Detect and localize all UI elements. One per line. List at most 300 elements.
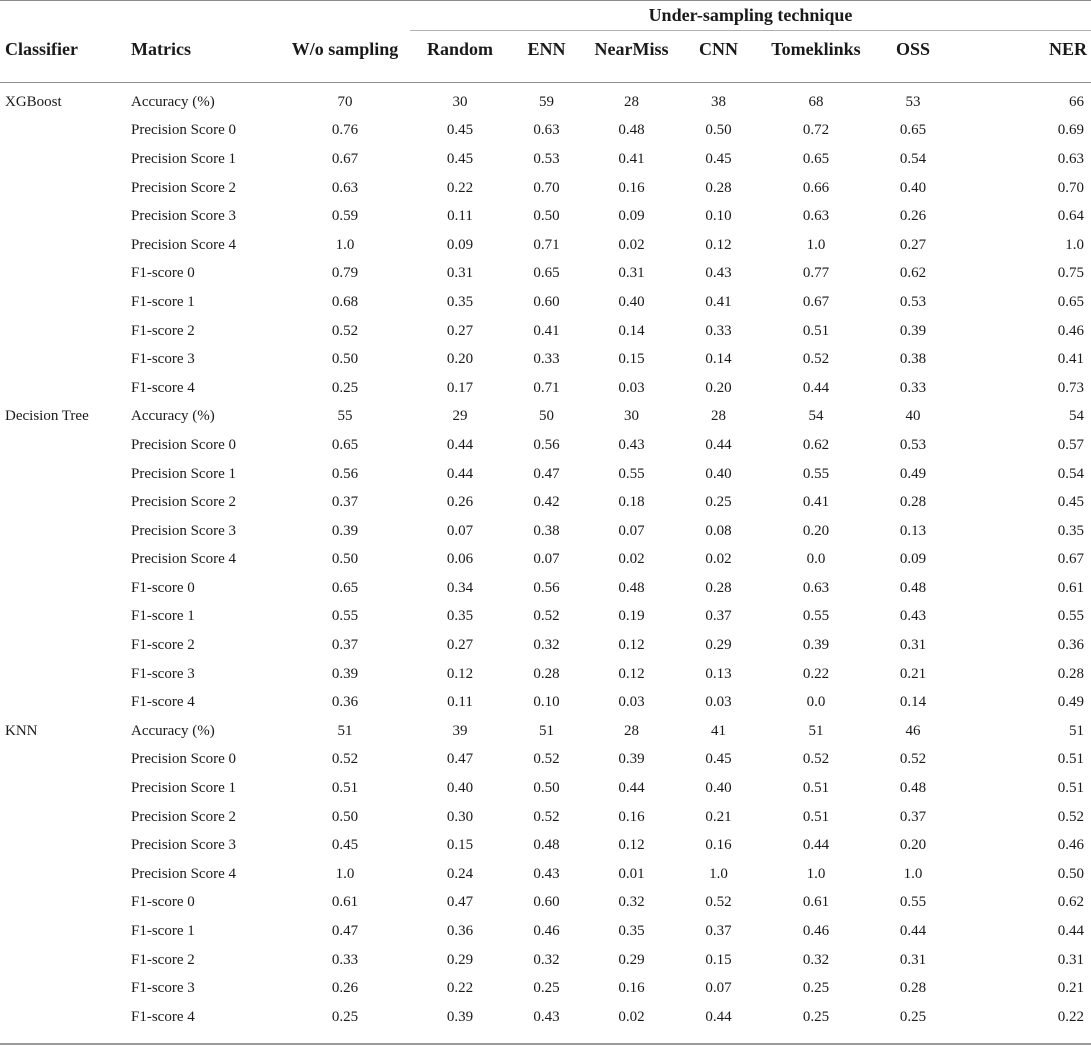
classifier-cell-empty xyxy=(0,574,131,603)
metric-value: 0.15 xyxy=(446,837,474,854)
metric-value: 0.16 xyxy=(618,808,645,825)
metric-value: 0.55 xyxy=(618,465,645,482)
metric-value: 0.70 xyxy=(533,179,560,196)
metric-value: 0.07 xyxy=(618,522,645,539)
metric-name: F1-score 4 xyxy=(131,1008,195,1025)
metric-value: 66 xyxy=(1069,93,1084,110)
metric-value: 39 xyxy=(452,722,468,739)
table-row xyxy=(0,860,1091,889)
table-row xyxy=(0,117,1091,146)
metric-name: Precision Score 1 xyxy=(131,465,236,482)
classifier-cell-empty xyxy=(0,517,131,546)
metric-value: 53 xyxy=(905,93,921,110)
metric-value: 0.39 xyxy=(899,322,927,339)
classifier-cell-empty xyxy=(0,774,131,803)
col-header-ner: NER xyxy=(1048,39,1087,59)
metric-value: 0.55 xyxy=(802,608,830,625)
metric-value: 51 xyxy=(1069,722,1084,739)
metric-value: 0.37 xyxy=(705,608,732,625)
metric-value: 0.02 xyxy=(618,1008,645,1025)
metric-value: 0.45 xyxy=(1057,494,1084,511)
metric-value: 0.02 xyxy=(618,551,645,568)
metric-value: 0.47 xyxy=(331,923,359,940)
metric-value: 0.55 xyxy=(331,608,359,625)
metric-value: 0.71 xyxy=(533,379,560,396)
metric-value: 0.39 xyxy=(618,751,645,768)
table-row xyxy=(0,603,1091,632)
table-row xyxy=(0,374,1091,403)
classifier-cell-empty xyxy=(0,431,131,460)
table-row xyxy=(0,688,1091,717)
metric-value: 0.62 xyxy=(899,265,927,282)
table-row xyxy=(0,1003,1091,1032)
classifier-cell-empty xyxy=(0,374,131,403)
metric-value: 0.26 xyxy=(331,980,359,997)
table-row xyxy=(0,517,1091,546)
metric-name: F1-score 2 xyxy=(131,637,195,654)
metric-value: 28 xyxy=(711,408,726,425)
metric-value: 0.16 xyxy=(618,179,645,196)
metric-value: 0.29 xyxy=(446,951,474,968)
table-row xyxy=(0,460,1091,489)
metric-value: 0.18 xyxy=(618,494,645,511)
metric-value: 0.50 xyxy=(533,208,560,225)
col-header-oss: OSS xyxy=(895,39,931,59)
metric-value: 0.59 xyxy=(331,208,359,225)
metric-value: 0.67 xyxy=(802,293,830,310)
col-header-classifier: Classifier xyxy=(5,39,78,59)
table-body xyxy=(0,88,1091,1032)
metric-value: 0.02 xyxy=(618,236,645,253)
col-header-wo-sampling: W/o sampling xyxy=(291,39,399,59)
metric-value: 0.46 xyxy=(1057,322,1084,339)
metric-value: 0.12 xyxy=(618,665,645,682)
metric-value: 0.73 xyxy=(1057,379,1084,396)
metric-value: 0.25 xyxy=(331,1008,359,1025)
table-row xyxy=(0,546,1091,575)
metric-value: 0.56 xyxy=(331,465,359,482)
classifier-cell-empty xyxy=(0,488,131,517)
metric-name: Precision Score 2 xyxy=(131,494,236,511)
table-row xyxy=(0,260,1091,289)
metric-value: 0.48 xyxy=(533,837,560,854)
metric-value: 0.55 xyxy=(1057,608,1084,625)
metric-value: 0.44 xyxy=(705,1008,732,1025)
metric-value: 0.36 xyxy=(1057,637,1084,654)
metric-value: 0.01 xyxy=(618,865,645,882)
classifier-cell-empty xyxy=(0,860,131,889)
metric-value: 0.50 xyxy=(331,808,359,825)
metric-value: 0.27 xyxy=(446,637,474,654)
classifier-cell-empty xyxy=(0,831,131,860)
metric-name: Precision Score 4 xyxy=(131,236,236,253)
metric-name: Precision Score 4 xyxy=(131,865,236,882)
metric-value: 0.44 xyxy=(446,465,474,482)
metric-value: 0.14 xyxy=(899,694,927,711)
metric-value: 0.31 xyxy=(1057,951,1084,968)
metric-value: 0.41 xyxy=(705,293,732,310)
metric-value: 0.50 xyxy=(533,780,560,797)
metric-value: 0.27 xyxy=(446,322,474,339)
table-row xyxy=(0,574,1091,603)
metric-name: Precision Score 2 xyxy=(131,808,236,825)
metric-value: 0.55 xyxy=(802,465,830,482)
metric-name: Precision Score 3 xyxy=(131,522,236,539)
metric-name: Precision Score 3 xyxy=(131,837,236,854)
classifier-cell-empty xyxy=(0,117,131,146)
metric-value: 0.35 xyxy=(446,608,474,625)
metric-value: 0.40 xyxy=(705,780,732,797)
metric-value: 0.07 xyxy=(705,980,732,997)
metric-value: 0.65 xyxy=(331,436,359,453)
metric-value: 0.40 xyxy=(618,293,645,310)
metric-value: 0.13 xyxy=(899,522,927,539)
classifier-cell-empty xyxy=(0,889,131,918)
metric-value: 0.16 xyxy=(705,837,732,854)
metric-value: 0.30 xyxy=(446,808,474,825)
metric-value: 1.0 xyxy=(806,236,826,253)
table-row xyxy=(0,946,1091,975)
metric-value: 0.33 xyxy=(899,379,927,396)
metric-value: 0.79 xyxy=(331,265,359,282)
col-header-cnn: CNN xyxy=(699,39,738,59)
classifier-cell-empty xyxy=(0,688,131,717)
table-header xyxy=(0,33,1091,66)
table-row xyxy=(0,317,1091,346)
table-row xyxy=(0,774,1091,803)
metric-value: 0.48 xyxy=(899,579,927,596)
metric-value: 0.26 xyxy=(899,208,927,225)
metric-value: 0.36 xyxy=(446,923,474,940)
metric-value: 0.56 xyxy=(533,579,560,596)
metric-value: 0.44 xyxy=(618,780,645,797)
metric-value: 0.67 xyxy=(331,150,359,167)
metric-value: 0.61 xyxy=(331,894,359,911)
metric-value: 0.47 xyxy=(446,894,474,911)
metric-value: 0.63 xyxy=(331,179,359,196)
metric-value: 0.34 xyxy=(446,579,474,596)
table-rows xyxy=(0,88,1091,1032)
metric-value: 41 xyxy=(711,722,726,739)
classifier-cell-empty xyxy=(0,660,131,689)
metric-value: 0.39 xyxy=(446,1008,474,1025)
metric-value: 0.31 xyxy=(899,951,927,968)
metric-value: 0.75 xyxy=(1057,265,1084,282)
metric-value: 0.0 xyxy=(806,694,826,711)
metric-value: 0.03 xyxy=(618,694,645,711)
metric-value: 0.54 xyxy=(899,150,927,167)
metric-value: 0.37 xyxy=(331,637,359,654)
classifier-name: XGBoost xyxy=(5,93,62,110)
metric-value: 0.25 xyxy=(705,494,732,511)
metric-value: 38 xyxy=(711,93,726,110)
table-row xyxy=(0,831,1091,860)
metric-value: 0.25 xyxy=(533,980,560,997)
metric-value: 0.20 xyxy=(705,379,732,396)
metric-value: 54 xyxy=(1069,408,1084,425)
metric-value: 0.31 xyxy=(446,265,474,282)
metric-value: 0.31 xyxy=(899,637,927,654)
metric-value: 0.40 xyxy=(705,465,732,482)
metric-name: Accuracy (%) xyxy=(131,408,215,425)
metric-value: 0.48 xyxy=(899,780,927,797)
metric-value: 0.28 xyxy=(705,179,732,196)
metric-value: 0.41 xyxy=(802,494,830,511)
metric-value: 0.29 xyxy=(705,637,732,654)
metric-value: 51 xyxy=(539,722,554,739)
metric-value: 46 xyxy=(905,722,921,739)
metric-value: 0.65 xyxy=(899,122,927,139)
metric-value: 0.31 xyxy=(618,265,645,282)
metric-value: 0.62 xyxy=(802,436,830,453)
metric-value: 51 xyxy=(808,722,824,739)
metric-value: 0.32 xyxy=(533,637,560,654)
metric-value: 0.77 xyxy=(802,265,830,282)
table-row xyxy=(0,488,1091,517)
classifier-cell-empty xyxy=(0,231,131,260)
metric-name: F1-score 4 xyxy=(131,694,195,711)
metric-value: 0.20 xyxy=(446,351,474,368)
metric-value: 0.07 xyxy=(533,551,560,568)
metric-value: 0.43 xyxy=(899,608,927,625)
metric-value: 0.25 xyxy=(899,1008,927,1025)
metric-name: Accuracy (%) xyxy=(131,93,215,110)
metric-value: 0.12 xyxy=(618,837,645,854)
metric-name: Precision Score 4 xyxy=(131,551,236,568)
metric-value: 0.03 xyxy=(618,379,645,396)
metric-value: 0.45 xyxy=(331,837,359,854)
metric-value: 0.09 xyxy=(899,551,927,568)
bottom-rule xyxy=(0,1043,1091,1045)
metric-value: 1.0 xyxy=(806,865,826,882)
metric-value: 30 xyxy=(624,408,639,425)
metric-value: 0.53 xyxy=(899,293,927,310)
table-row xyxy=(0,889,1091,918)
metric-value: 0.49 xyxy=(1057,694,1084,711)
classifier-cell-empty xyxy=(0,317,131,346)
metric-value: 0.61 xyxy=(802,894,830,911)
classifier-cell-empty xyxy=(0,460,131,489)
metric-name: Precision Score 1 xyxy=(131,150,236,167)
metric-value: 0.43 xyxy=(618,436,645,453)
metric-value: 0.02 xyxy=(705,551,732,568)
metric-name: F1-score 2 xyxy=(131,322,195,339)
metric-value: 0.52 xyxy=(802,751,830,768)
metric-value: 0.28 xyxy=(533,665,560,682)
metric-name: Precision Score 2 xyxy=(131,179,236,196)
metric-value: 0.14 xyxy=(618,322,645,339)
metric-value: 0.13 xyxy=(705,665,732,682)
col-header-matrics: Matrics xyxy=(131,39,191,59)
metric-value: 0.46 xyxy=(1057,837,1084,854)
metric-value: 0.16 xyxy=(618,980,645,997)
metric-name: F1-score 1 xyxy=(131,608,195,625)
metric-value: 0.65 xyxy=(331,579,359,596)
metric-name: F1-score 3 xyxy=(131,980,195,997)
table-row xyxy=(0,288,1091,317)
metric-value: 0.44 xyxy=(1057,923,1084,940)
metric-value: 0.44 xyxy=(446,436,474,453)
classifier-cell-empty xyxy=(0,974,131,1003)
metric-value: 0.32 xyxy=(533,951,560,968)
metric-value: 0.56 xyxy=(533,436,560,453)
metric-value: 0.48 xyxy=(618,122,645,139)
metric-value: 0.35 xyxy=(446,293,474,310)
metric-value: 0.36 xyxy=(331,694,359,711)
classifier-cell-empty xyxy=(0,260,131,289)
table-row xyxy=(0,974,1091,1003)
metric-value: 0.22 xyxy=(446,179,474,196)
metric-value: 0.20 xyxy=(802,522,830,539)
classifier-cell-empty xyxy=(0,1003,131,1032)
metric-value: 0.52 xyxy=(1057,808,1084,825)
under-sampling-group-header: Under-sampling technique xyxy=(648,5,853,25)
metric-value: 0.22 xyxy=(446,980,474,997)
col-header-nearmiss: NearMiss xyxy=(594,39,669,59)
metric-value: 0.55 xyxy=(899,894,927,911)
metric-value: 0.25 xyxy=(802,1008,830,1025)
classifier-cell-empty xyxy=(0,946,131,975)
metric-value: 0.25 xyxy=(331,379,359,396)
metric-value: 0.15 xyxy=(618,351,645,368)
metric-value: 0.50 xyxy=(1057,865,1084,882)
metric-value: 51 xyxy=(337,722,353,739)
metric-value: 0.76 xyxy=(331,122,359,139)
metric-value: 0.24 xyxy=(446,865,474,882)
metric-value: 0.63 xyxy=(533,122,560,139)
metric-value: 0.45 xyxy=(446,150,474,167)
metric-value: 0.45 xyxy=(446,122,474,139)
table-row xyxy=(0,202,1091,231)
metric-value: 0.45 xyxy=(705,751,732,768)
header-row xyxy=(0,33,1091,66)
metric-value: 0.28 xyxy=(1057,665,1084,682)
metric-value: 0.64 xyxy=(1057,208,1084,225)
metric-name: F1-score 1 xyxy=(131,293,195,310)
metric-value: 0.70 xyxy=(1057,179,1084,196)
metric-value: 0.40 xyxy=(899,179,927,196)
metric-value: 0.12 xyxy=(446,665,474,682)
metric-value: 0.50 xyxy=(331,551,359,568)
metric-value: 0.14 xyxy=(705,351,732,368)
metric-value: 0.06 xyxy=(446,551,474,568)
metric-value: 0.37 xyxy=(331,494,359,511)
metric-value: 0.19 xyxy=(618,608,645,625)
metric-name: Accuracy (%) xyxy=(131,722,215,739)
table-row xyxy=(0,717,1091,746)
metric-value: 55 xyxy=(337,408,353,425)
metric-value: 0.38 xyxy=(533,522,560,539)
metric-value: 0.0 xyxy=(806,551,826,568)
metric-value: 0.53 xyxy=(533,150,560,167)
metric-value: 0.39 xyxy=(802,637,830,654)
table-row xyxy=(0,174,1091,203)
metric-name: Precision Score 3 xyxy=(131,208,236,225)
table-row xyxy=(0,660,1091,689)
metric-value: 0.15 xyxy=(705,951,732,968)
metric-value: 0.37 xyxy=(705,923,732,940)
metric-value: 0.46 xyxy=(802,923,830,940)
metric-value: 0.47 xyxy=(533,465,560,482)
metric-name: F1-score 4 xyxy=(131,379,195,396)
metric-value: 28 xyxy=(624,93,639,110)
metric-value: 0.43 xyxy=(705,265,732,282)
metric-value: 0.25 xyxy=(802,980,830,997)
metric-value: 0.42 xyxy=(533,494,560,511)
metric-name: F1-score 0 xyxy=(131,265,195,282)
metric-value: 0.63 xyxy=(1057,150,1084,167)
metric-value: 0.17 xyxy=(446,379,474,396)
metric-name: F1-score 1 xyxy=(131,923,195,940)
metric-value: 0.63 xyxy=(802,208,830,225)
metric-name: Precision Score 0 xyxy=(131,436,236,453)
metric-value: 0.44 xyxy=(802,379,830,396)
table-row xyxy=(0,345,1091,374)
metric-value: 0.39 xyxy=(331,522,359,539)
table-row xyxy=(0,917,1091,946)
metric-value: 0.40 xyxy=(446,780,474,797)
metric-value: 0.09 xyxy=(618,208,645,225)
metric-value: 0.09 xyxy=(446,236,474,253)
metric-value: 30 xyxy=(452,93,468,110)
metric-name: F1-score 3 xyxy=(131,665,195,682)
table-row xyxy=(0,746,1091,775)
metric-value: 0.65 xyxy=(802,150,830,167)
metric-name: F1-score 0 xyxy=(131,579,195,596)
metric-value: 0.21 xyxy=(1057,980,1084,997)
metric-value: 0.22 xyxy=(1057,1008,1084,1025)
metric-value: 29 xyxy=(452,408,468,425)
metric-value: 0.48 xyxy=(618,579,645,596)
metric-value: 0.22 xyxy=(802,665,830,682)
metric-value: 0.52 xyxy=(533,808,560,825)
metric-value: 0.29 xyxy=(618,951,645,968)
metric-value: 0.27 xyxy=(899,236,927,253)
metric-value: 0.20 xyxy=(899,837,927,854)
metric-value: 0.51 xyxy=(1057,780,1084,797)
classifier-cell-empty xyxy=(0,603,131,632)
metric-value: 0.53 xyxy=(899,436,927,453)
classifier-cell-empty xyxy=(0,174,131,203)
metric-value: 0.07 xyxy=(446,522,474,539)
metric-value: 0.47 xyxy=(446,751,474,768)
metric-value: 0.65 xyxy=(533,265,560,282)
metric-value: 0.52 xyxy=(533,751,560,768)
metric-value: 0.51 xyxy=(802,808,830,825)
metric-value: 0.71 xyxy=(533,236,560,253)
metric-value: 0.33 xyxy=(331,951,359,968)
metric-value: 0.72 xyxy=(802,122,830,139)
metric-value: 0.41 xyxy=(1057,351,1084,368)
metric-value: 0.12 xyxy=(618,637,645,654)
metric-value: 0.38 xyxy=(899,351,927,368)
metric-value: 28 xyxy=(624,722,639,739)
metric-value: 0.60 xyxy=(533,293,560,310)
metric-value: 0.41 xyxy=(533,322,560,339)
metric-value: 0.08 xyxy=(705,522,732,539)
metric-value: 0.51 xyxy=(802,322,830,339)
table-row xyxy=(0,431,1091,460)
metric-value: 0.69 xyxy=(1057,122,1084,139)
classifier-cell-empty xyxy=(0,746,131,775)
metric-value: 0.44 xyxy=(899,923,927,940)
classifier-cell-empty xyxy=(0,917,131,946)
metric-value: 0.51 xyxy=(1057,751,1084,768)
classifier-name: Decision Tree xyxy=(5,408,89,425)
metric-name: Precision Score 0 xyxy=(131,122,236,139)
metric-value: 0.65 xyxy=(1057,293,1084,310)
metric-value: 0.21 xyxy=(899,665,927,682)
